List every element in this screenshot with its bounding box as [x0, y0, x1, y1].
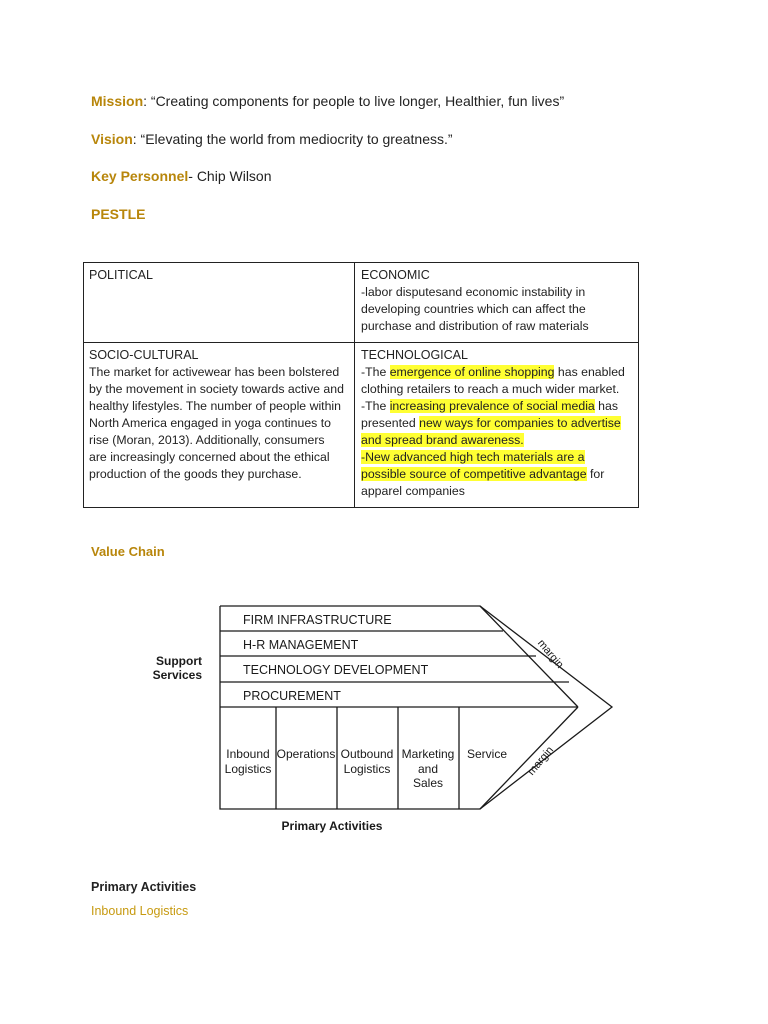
economic-line: -labor disputesand economic instability in	[361, 285, 586, 299]
tech-highlight: possible source of competitive advantage	[361, 467, 587, 481]
tech-text: has	[594, 399, 619, 413]
socio-line: are increasingly concerned about the ethical	[89, 450, 330, 464]
technological-title: TECHNOLOGICAL	[361, 348, 468, 362]
value-chain-heading: Value Chain	[91, 544, 165, 559]
tech-line-6	[361, 449, 633, 466]
tech-line-7	[361, 466, 633, 483]
tech-line-1	[361, 364, 633, 381]
key-personnel-text: - Chip Wilson	[188, 168, 272, 184]
margin-label-bottom: margin	[525, 744, 557, 778]
support-row: FIRM INFRASTRUCTURE	[243, 613, 392, 627]
political-title: POLITICAL	[89, 268, 153, 282]
socio-line: production of the goods they purchase.	[89, 467, 302, 481]
vision-text: : “Elevating the world from mediocrity to greatness.”	[132, 131, 453, 147]
tech-text: presented	[361, 416, 420, 430]
pestle-socio-cultural-cell	[84, 343, 355, 508]
primary-col: Logistics	[343, 762, 391, 776]
socio-line: by the movement in society towards active and	[89, 382, 344, 396]
primary-activities-label: Primary Activities	[281, 819, 383, 833]
tech-highlight: -New advanced high tech materials are a	[361, 450, 585, 464]
tech-text: -The	[361, 399, 390, 413]
pestle-political-cell	[84, 263, 355, 343]
margin-label-top: margin	[534, 637, 566, 671]
tech-line-5	[361, 432, 633, 449]
vision-line	[91, 131, 453, 147]
tech-highlight: emergence of online shopping	[389, 365, 555, 379]
inbound-logistics-subheading: Inbound Logistics	[91, 904, 189, 918]
tech-text: has enabled	[554, 365, 625, 379]
tech-highlight: new ways for companies to advertise	[419, 416, 621, 430]
key-personnel-label: Key Personnel	[91, 168, 189, 184]
socio-line: healthy lifestyles. The number of people within	[89, 399, 342, 413]
primary-col: Operations	[276, 747, 336, 761]
economic-line: purchase and distribution of raw materials	[361, 319, 589, 333]
primary-col: Marketing	[401, 747, 455, 761]
mission-label: Mission	[91, 93, 144, 109]
primary-activities-heading: Primary Activities	[91, 880, 197, 894]
key-personnel-line	[91, 168, 272, 184]
value-chain-diagram	[150, 600, 620, 845]
primary-col: Inbound	[226, 747, 270, 761]
support-row: PROCUREMENT	[243, 689, 341, 703]
support-label-1: Support	[156, 654, 202, 668]
tech-highlight: increasing prevalence of social media	[389, 399, 595, 413]
tech-line-8: apparel companies	[361, 484, 465, 498]
economic-line: developing countries which can affect the	[361, 302, 586, 316]
primary-col: Outbound	[340, 747, 394, 761]
primary-col: Service	[466, 747, 508, 761]
socio-line: The market for activewear has been bolstered	[89, 365, 340, 379]
pestle-technological-cell	[355, 343, 639, 508]
pestle-heading: PESTLE	[91, 206, 146, 222]
primary-col: Logistics	[224, 762, 272, 776]
tech-text: -The	[361, 365, 390, 379]
support-label-2: Services	[152, 668, 202, 682]
mission-line	[91, 93, 564, 109]
primary-col: Sales	[412, 776, 444, 790]
socio-cultural-title: SOCIO-CULTURAL	[89, 348, 199, 362]
support-row: H-R MANAGEMENT	[243, 638, 359, 652]
tech-line-3	[361, 398, 633, 415]
tech-highlight: and spread brand awareness.	[361, 433, 524, 447]
vision-label: Vision	[91, 131, 133, 147]
tech-text: for	[586, 467, 605, 481]
economic-title: ECONOMIC	[361, 268, 430, 282]
pestle-economic-cell	[355, 263, 639, 343]
mission-text: : “Creating components for people to live longer, Healthier, fun lives”	[143, 93, 565, 109]
support-row: TECHNOLOGY DEVELOPMENT	[243, 663, 429, 677]
socio-line: North America engaged in yoga continues to	[89, 416, 331, 430]
primary-col: and	[417, 762, 439, 776]
tech-line-2: clothing retailers to reach a much wider market.	[361, 382, 620, 396]
socio-line: rise (Moran, 2013). Additionally, consumers	[89, 433, 325, 447]
pestle-table	[83, 262, 639, 508]
tech-line-4	[361, 415, 633, 432]
